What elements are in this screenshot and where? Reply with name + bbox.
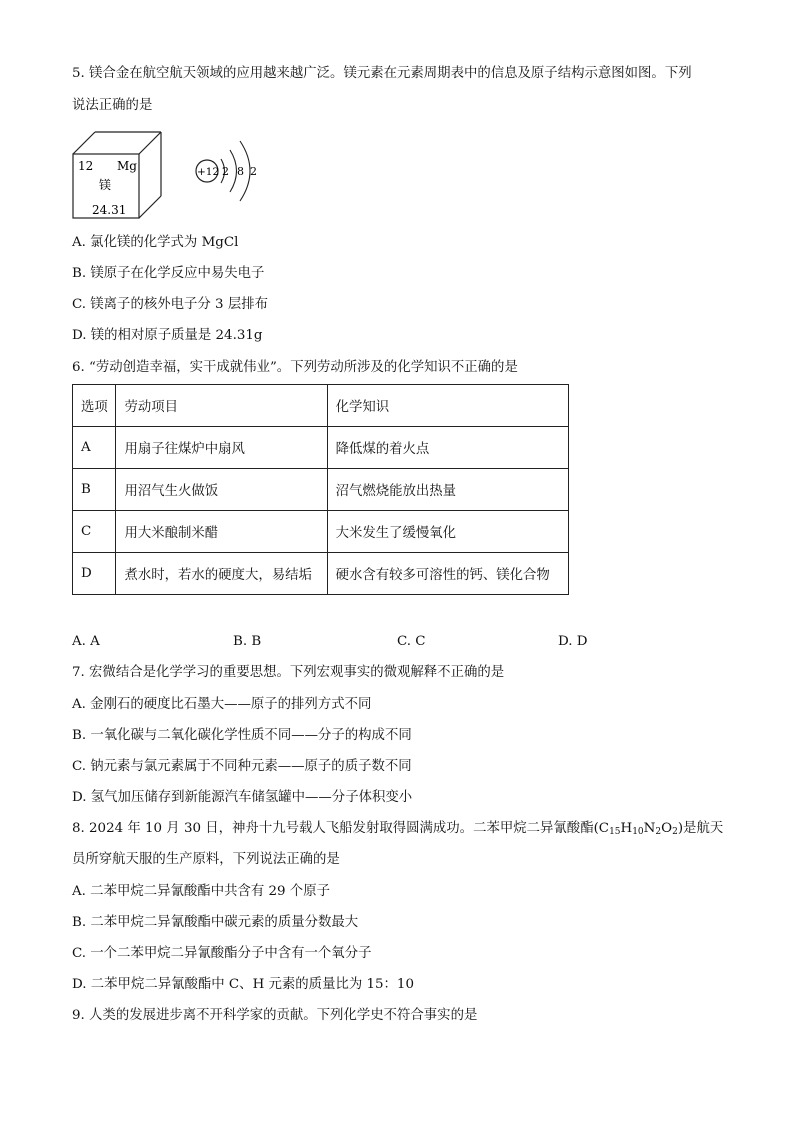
magnesium-figure xyxy=(70,126,270,224)
table-cell: 煮水时，若水的硬度大，易结垢 xyxy=(116,553,327,595)
shell-3-electrons: 2 xyxy=(250,165,257,178)
table-cell: B xyxy=(73,469,116,511)
table-header-row xyxy=(73,385,569,427)
table-cell: 沼气燃烧能放出热量 xyxy=(327,469,568,511)
header-cell-option: 选项 xyxy=(73,385,116,427)
atomic-mass: 24.31 xyxy=(92,203,127,217)
table-row xyxy=(73,511,569,553)
q7-stem: 7. 宏微结合是化学学习的重要思想。下列宏观事实的微观解释不正确的是 xyxy=(72,665,505,680)
q8-stem-line1: 8. 2024 年 10 月 30 日，神舟十九号载人飞船发射取得圆满成功。二苯甲烷二异氰酸酯$(C_{15}H_{10}N_2O_2)$是航天 xyxy=(72,821,724,837)
table-cell: 大米发生了缓慢氧化 xyxy=(327,511,568,553)
q6-table xyxy=(72,384,569,595)
q5-stem-line1: 5. 镁合金在航空航天领域的应用越来越广泛。镁元素在元素周期表中的信息及原子结构示意图如图。下列 xyxy=(72,66,692,81)
q7-option-c: C. 钠元素与氯元素属于不同种元素——原子的质子数不同 xyxy=(72,759,412,774)
q9-stem: 9. 人类的发展进步离不开科学家的贡献。下列化学史不符合事实的是 xyxy=(72,1008,478,1023)
q8-option-c: C. 一个二苯甲烷二异氰酸酯分子中含有一个氧分子 xyxy=(72,946,372,961)
q5-option-b: B. 镁原子在化学反应中易失电子 xyxy=(72,266,265,281)
q7-option-d: D. 氢气加压储存到新能源汽车储氢罐中——分子体积变小 xyxy=(72,790,413,805)
atomic-number: 12 xyxy=(78,159,94,173)
q7-option-a: A. 金刚石的硬度比石墨大——原子的排列方式不同 xyxy=(72,697,372,712)
q6-option-a: A. A xyxy=(72,634,100,649)
atom-structure-diagram xyxy=(196,141,257,201)
nucleus-charge: +12 xyxy=(197,166,220,178)
q5-option-d: D. 镁的相对原子质量是 24.31g xyxy=(72,328,263,343)
table-cell: 用沼气生火做饭 xyxy=(116,469,327,511)
element-name: 镁 xyxy=(99,178,112,192)
table-cell: 硬水含有较多可溶性的钙、镁化合物 xyxy=(327,553,568,595)
q5-stem-line2: 说法正确的是 xyxy=(72,98,153,113)
element-symbol: Mg xyxy=(117,159,137,173)
table-cell: D xyxy=(73,553,116,595)
header-cell-knowledge: 化学知识 xyxy=(327,385,568,427)
q5-option-a: A. 氯化镁的化学式为 MgCl xyxy=(72,235,239,250)
q8-option-d: D. 二苯甲烷二异氰酸酯中 C、H 元素的质量比为 15：10 xyxy=(72,977,414,992)
shell-2-electrons: 8 xyxy=(237,165,244,178)
q8-stem-line2: 员所穿航天服的生产原料，下列说法正确的是 xyxy=(72,852,340,867)
table-row xyxy=(73,427,569,469)
q6-option-b: B. B xyxy=(233,634,262,649)
table-cell: 降低煤的着火点 xyxy=(327,427,568,469)
shell-arc-2 xyxy=(230,150,237,192)
q5-option-c: C. 镁离子的核外电子分 3 层排布 xyxy=(72,297,269,312)
q8-option-a: A. 二苯甲烷二异氰酸酯中共含有 29 个原子 xyxy=(72,884,330,899)
table-cell: 用大米酿制米醋 xyxy=(116,511,327,553)
table-cell: C xyxy=(73,511,116,553)
table-row xyxy=(73,553,569,595)
table-row xyxy=(73,469,569,511)
q8-option-b: B. 二苯甲烷二异氰酸酯中碳元素的质量分数最大 xyxy=(72,915,359,930)
header-cell-activity: 劳动项目 xyxy=(116,385,327,427)
table-cell: 用扇子往煤炉中扇风 xyxy=(116,427,327,469)
q6-option-d: D. D xyxy=(558,634,588,649)
q7-option-b: B. 一氧化碳与二氧化碳化学性质不同——分子的构成不同 xyxy=(72,728,412,743)
q6-option-c: C. C xyxy=(397,634,426,649)
table-cell: A xyxy=(73,427,116,469)
q6-stem: 6. “劳动创造幸福，实干成就伟业”。下列劳动所涉及的化学知识不正确的是 xyxy=(72,360,518,375)
shell-1-electrons: 2 xyxy=(222,165,229,178)
